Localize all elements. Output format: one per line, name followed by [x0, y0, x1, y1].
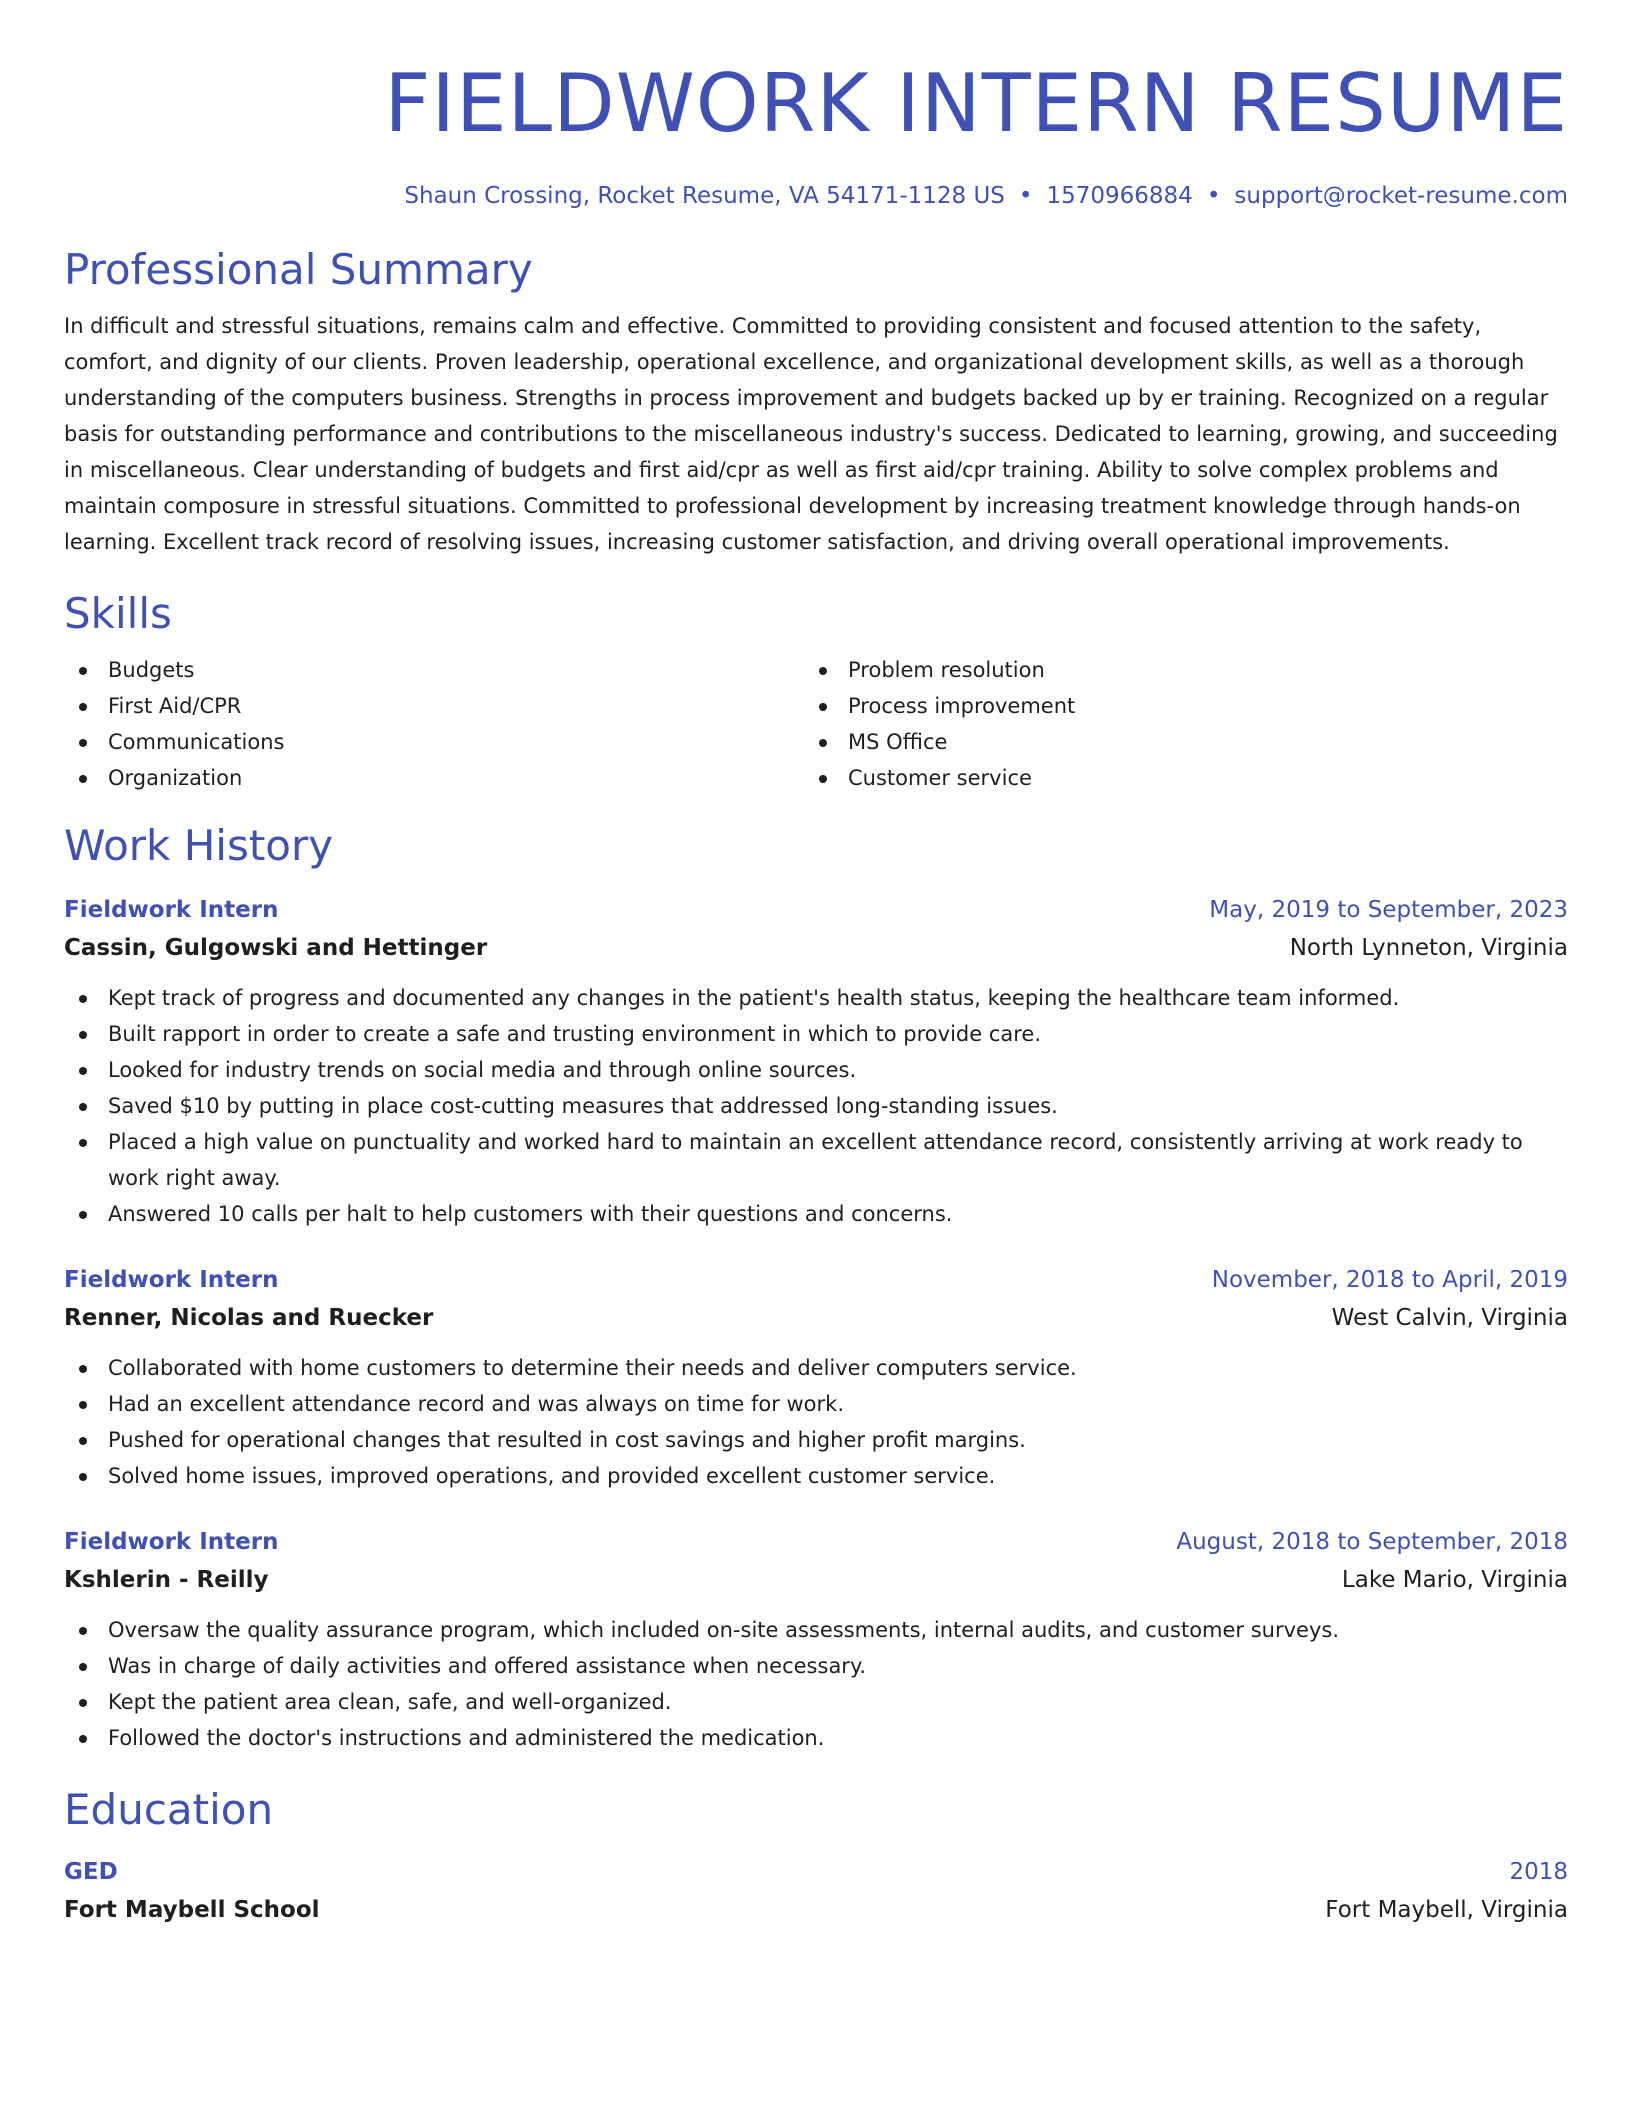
education-entry — [64, 1854, 1568, 1930]
contact-separator: • — [1206, 183, 1221, 209]
job-dates: November, 2018 to April, 2019 — [1211, 1267, 1568, 1293]
job-bullet: Looked for industry trends on social media and through online sources. — [64, 1052, 1568, 1088]
job-bullet: Saved $10 by putting in place cost-cutting measures that addressed long-standing issues. — [64, 1088, 1568, 1124]
education-year: 2018 — [1509, 1859, 1568, 1885]
job-title: Fieldwork Intern — [64, 1267, 279, 1293]
job-bullet: Collaborated with home customers to determine their needs and deliver computers service. — [64, 1350, 1568, 1386]
job-bullets — [64, 980, 1568, 1232]
skill-item: MS Office — [804, 724, 1544, 760]
skill-item: Organization — [64, 760, 804, 796]
work-history-heading: Work History — [64, 821, 334, 870]
job-title: Fieldwork Intern — [64, 1529, 279, 1555]
job-company: Kshlerin - Reilly — [64, 1567, 269, 1593]
contact-line — [64, 180, 1568, 212]
summary-text: In difficult and stressful situations, remains calm and effective. Committed to providing consistent and focused attention to the safety, comfort, and dignity of our clients. Proven leadership, operational excellence, and organizational development skills, as well as a thorough understanding of the computers business. Strengths in process improvement and budgets backed up by er training. Recognized on a regular basis for outstanding performance and contributions to the miscellaneous industry's success. Dedicated to learning, growing, and succeeding in miscellaneous. Clear understanding of budgets and first aid/cpr as well as first aid/cpr training. Ability to solve complex problems and maintain composure in stressful situations. Committed to professional development by increasing treatment knowledge through hands-on learning. Excellent track record of resolving issues, increasing customer satisfaction, and driving overall operational improvements. — [64, 314, 1558, 554]
education-degree: GED — [64, 1859, 118, 1885]
skill-item: Customer service — [804, 760, 1544, 796]
skills-column-left — [64, 652, 804, 796]
skills-column-right — [804, 652, 1544, 796]
job-bullet: Kept track of progress and documented any changes in the patient's health status, keeping the healthcare team informed. — [64, 980, 1568, 1016]
job-entry — [64, 892, 1568, 1232]
education-heading: Education — [64, 1785, 274, 1834]
skill-item: Budgets — [64, 652, 804, 688]
job-bullet: Followed the doctor's instructions and administered the medication. — [64, 1720, 1568, 1756]
education-location: Fort Maybell, Virginia — [1325, 1897, 1568, 1923]
resume-title: FIELDWORK INTERN RESUME — [384, 57, 1568, 150]
skill-item: Problem resolution — [804, 652, 1544, 688]
job-bullet: Had an excellent attendance record and was always on time for work. — [64, 1386, 1568, 1422]
job-bullet: Placed a high value on punctuality and worked hard to maintain an excellent attendance record, consistently arriving at work ready to work right away. — [64, 1124, 1568, 1196]
contact-address: Shaun Crossing, Rocket Resume, VA 54171-1128 US — [404, 183, 1005, 209]
education-school: Fort Maybell School — [64, 1897, 320, 1923]
skill-item: Process improvement — [804, 688, 1544, 724]
job-company: Renner, Nicolas and Ruecker — [64, 1305, 434, 1331]
job-entry — [64, 1262, 1568, 1494]
job-dates: May, 2019 to September, 2023 — [1209, 897, 1568, 923]
contact-email: support@rocket-resume.com — [1234, 183, 1568, 209]
job-entry — [64, 1524, 1568, 1756]
skills-grid — [64, 652, 1568, 796]
skill-item: First Aid/CPR — [64, 688, 804, 724]
job-bullet: Was in charge of daily activities and offered assistance when necessary. — [64, 1648, 1568, 1684]
job-location: Lake Mario, Virginia — [1341, 1567, 1568, 1593]
summary-heading: Professional Summary — [64, 245, 533, 294]
contact-phone: 1570966884 — [1046, 183, 1193, 209]
job-bullet: Built rapport in order to create a safe and trusting environment in which to provide care. — [64, 1016, 1568, 1052]
job-bullet: Kept the patient area clean, safe, and well-organized. — [64, 1684, 1568, 1720]
job-bullet: Pushed for operational changes that resulted in cost savings and higher profit margins. — [64, 1422, 1568, 1458]
contact-separator: • — [1018, 183, 1033, 209]
job-title: Fieldwork Intern — [64, 897, 279, 923]
job-bullets — [64, 1612, 1568, 1756]
skill-item: Communications — [64, 724, 804, 760]
job-location: West Calvin, Virginia — [1331, 1305, 1568, 1331]
job-company: Cassin, Gulgowski and Hettinger — [64, 935, 488, 961]
job-location: North Lynneton, Virginia — [1289, 935, 1568, 961]
job-bullet: Solved home issues, improved operations, and provided excellent customer service. — [64, 1458, 1568, 1494]
job-dates: August, 2018 to September, 2018 — [1176, 1529, 1568, 1555]
job-bullet: Answered 10 calls per halt to help customers with their questions and concerns. — [64, 1196, 1568, 1232]
job-bullet: Oversaw the quality assurance program, which included on-site assessments, internal audits, and customer surveys. — [64, 1612, 1568, 1648]
skills-heading: Skills — [64, 589, 172, 638]
job-bullets — [64, 1350, 1568, 1494]
